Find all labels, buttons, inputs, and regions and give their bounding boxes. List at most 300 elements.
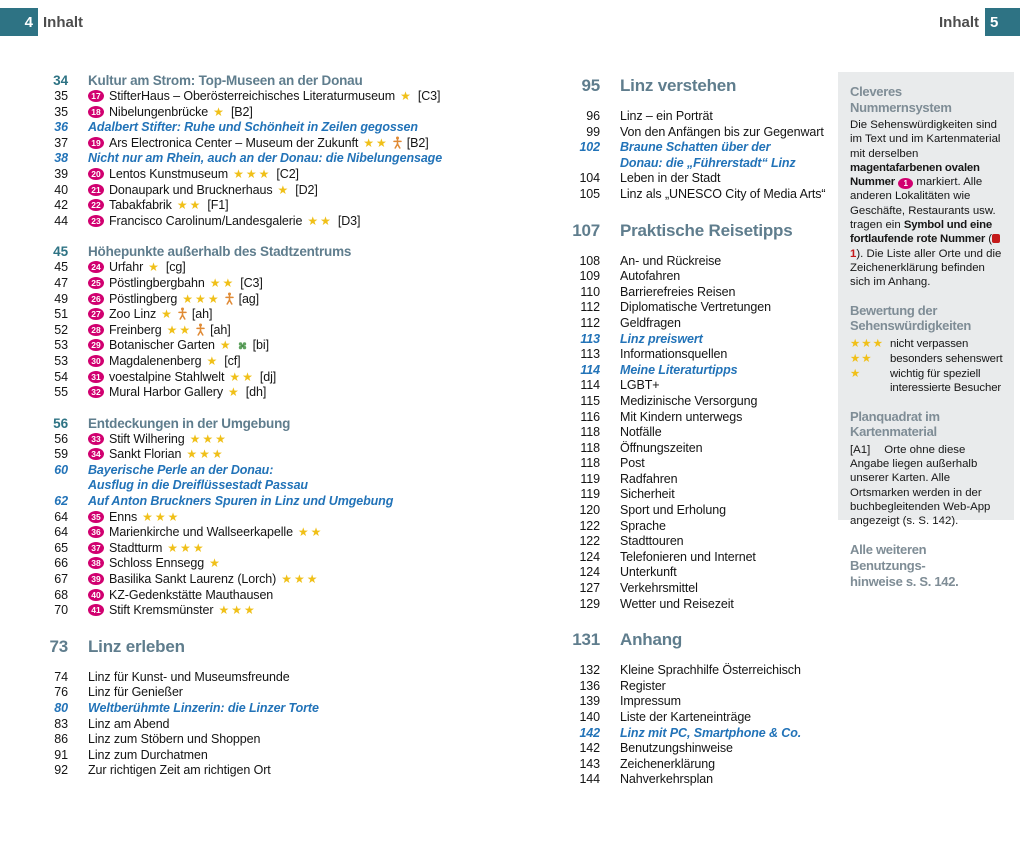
page-number: 143	[579, 756, 600, 771]
page-number: 35	[54, 104, 68, 119]
toc-entry	[32, 292, 537, 308]
entry-content	[620, 187, 825, 203]
map-grid-reference: [C3]	[417, 89, 441, 103]
toc-entry	[32, 763, 537, 779]
entry-content	[620, 285, 735, 301]
toc-entry	[556, 269, 856, 285]
entry-content	[88, 307, 212, 323]
map-grid-reference: [ah]	[210, 322, 231, 337]
page-number: 45	[54, 260, 68, 275]
entry-title: Linz als „UNESCO City of Media Arts“	[620, 186, 826, 201]
toc-entry	[556, 757, 856, 773]
toc-entry	[32, 167, 537, 183]
sight-number-marker: 17	[88, 90, 104, 102]
entry-content	[88, 447, 225, 463]
page-number: 95	[581, 76, 600, 95]
toc-entry	[32, 385, 537, 401]
map-grid-reference: [C3]	[240, 275, 263, 290]
entry-title: Pöstlingberg	[109, 291, 178, 306]
toc-entry	[556, 534, 856, 550]
entry-content	[88, 685, 183, 701]
sight-number-marker: 29	[88, 339, 104, 351]
rating-stars: ★★★	[218, 603, 257, 618]
entry-title: Adalbert Stifter: Ruhe und Schönheit in Zeilen gegossen	[88, 120, 418, 135]
entry-title: Post	[620, 456, 645, 471]
entry-title: Donau: die „Führerstadt“ Linz	[620, 155, 796, 170]
toc-entry	[32, 556, 537, 572]
page-number-text: 5	[990, 13, 999, 31]
sight-number-marker: 27	[88, 308, 104, 320]
page-number: 112	[580, 315, 600, 330]
sight-number-marker: 20	[88, 168, 104, 180]
entry-content	[88, 167, 299, 183]
page-number: 80	[54, 701, 68, 715]
info-heading-planquadrat: Planquadrat im Kartenmaterial	[850, 408, 940, 440]
header-label-left: Inhalt	[43, 13, 83, 31]
entry-content	[620, 772, 713, 788]
person-icon	[393, 136, 402, 150]
entry-content	[620, 378, 659, 394]
page-number: 65	[54, 540, 68, 555]
entry-title: Pöstlingbergbahn	[109, 275, 205, 290]
entry-title: Von den Anfängen bis zur Gegenwart	[620, 124, 824, 139]
entry-title: Diplomatische Vertretungen	[620, 300, 771, 315]
page-number: 64	[54, 509, 68, 524]
toc-entry	[556, 425, 856, 441]
page-number: 45	[53, 244, 68, 260]
page-number: 110	[580, 284, 600, 299]
entry-title: Sicherheit	[620, 487, 675, 502]
toc-entry	[32, 72, 537, 89]
toc-entry	[32, 525, 537, 541]
entry-title: Schloss Ennsegg	[109, 556, 205, 571]
entry-content	[88, 637, 185, 657]
sight-number-marker: 39	[88, 573, 104, 585]
entry-content	[88, 717, 169, 733]
header-label-right: Inhalt	[939, 13, 979, 31]
sight-number-marker: 30	[88, 355, 104, 367]
toc-entry	[556, 550, 856, 566]
sight-number-marker: 34	[88, 448, 104, 460]
toc-entry	[32, 432, 537, 448]
toc-entry	[32, 510, 537, 526]
sight-number-marker: 32	[88, 386, 104, 398]
rating-stars: ★★	[297, 525, 324, 540]
sight-number-marker: 21	[88, 184, 104, 196]
entry-content	[88, 323, 231, 339]
page-number: 67	[54, 572, 68, 587]
toc-column-1	[32, 58, 537, 779]
toc-entry	[556, 125, 856, 141]
toc-entry	[32, 243, 537, 260]
entry-content	[88, 588, 273, 604]
page-number: 144	[579, 772, 600, 787]
page-number: 118	[580, 440, 600, 455]
rating-legend-row	[850, 337, 1004, 351]
entry-content	[620, 410, 742, 426]
toc-entry	[556, 300, 856, 316]
page-number: 108	[579, 253, 600, 268]
page-number: 44	[54, 213, 68, 228]
page-number: 96	[586, 109, 600, 123]
map-grid-reference: [D2]	[295, 182, 318, 197]
entry-title: Zur richtigen Zeit am richtigen Ort	[88, 763, 271, 778]
entry-title: Francisco Carolinum/Landesgalerie	[109, 213, 303, 228]
page-number: 107	[572, 220, 600, 240]
toc-entry	[556, 187, 856, 203]
toc-entry	[556, 221, 856, 241]
entry-title: Telefonieren und Internet	[620, 549, 756, 564]
entry-title: An- und Rückreise	[620, 253, 722, 268]
rating-legend-row	[850, 352, 1004, 366]
entry-title: Linz verstehen	[620, 76, 737, 95]
entry-title: Ars Electronica Center – Museum der Zukunft	[109, 135, 359, 150]
rating-stars: ★★★	[189, 431, 228, 446]
entry-content	[620, 663, 801, 679]
footer-line: Alle weiteren Benutzungs-	[850, 541, 927, 573]
page-number: 86	[54, 732, 68, 747]
toc-entry	[32, 276, 537, 292]
entry-content	[88, 89, 440, 105]
entry-content	[88, 415, 290, 432]
entry-content	[620, 109, 713, 125]
toc-entry	[32, 447, 537, 463]
toc-entry	[32, 463, 537, 479]
numbering-text: (	[988, 233, 993, 246]
entry-content	[88, 701, 319, 717]
sight-number-marker: 36	[88, 526, 104, 538]
toc-entry	[32, 105, 537, 121]
toc-entry	[556, 378, 856, 394]
page-number: 38	[54, 151, 68, 166]
entry-title: Zoo Linz	[109, 307, 157, 322]
entry-title: Stadtturm	[109, 540, 163, 555]
numbering-paragraph	[850, 118, 1004, 290]
entry-content	[88, 763, 271, 779]
toc-entry	[32, 338, 537, 354]
entry-content	[88, 338, 269, 354]
entry-title: Ausflug in die Dreiflüssestadt Passau	[88, 478, 308, 493]
toc-entry	[556, 254, 856, 270]
map-grid-reference: [cf]	[224, 353, 241, 368]
sight-number-marker: 19	[88, 137, 104, 149]
page-number: 119	[580, 471, 600, 486]
info-footer-note	[850, 542, 1004, 590]
rating-stars: ★★	[176, 198, 203, 213]
page-number: 104	[579, 171, 600, 186]
entry-title: Linz am Abend	[88, 716, 170, 731]
toc-entry	[32, 198, 537, 214]
toc-entry	[556, 726, 856, 742]
toc-entry	[32, 670, 537, 686]
entry-content	[88, 198, 228, 214]
person-icon	[196, 323, 205, 337]
entry-title: Radfahren	[620, 471, 678, 486]
sight-number-marker: 33	[88, 433, 104, 445]
entry-content	[88, 151, 442, 167]
rating-stars: ★★	[229, 369, 255, 384]
toc-column-2	[556, 58, 856, 788]
entry-content	[620, 694, 681, 710]
entry-content	[88, 494, 393, 510]
entry-content	[88, 292, 259, 308]
toc-entry	[32, 637, 537, 657]
toc-entry	[556, 519, 856, 535]
entry-content	[620, 534, 684, 550]
entry-title: StifterHaus – Oberösterreichisches Literaturmuseum	[109, 89, 396, 103]
entry-title: Basilika Sankt Laurenz (Lorch)	[109, 572, 277, 587]
map-grid-reference: [B2]	[230, 104, 253, 119]
toc-entry	[556, 503, 856, 519]
page-number	[32, 478, 68, 494]
entry-content	[88, 748, 208, 764]
toc-entry	[32, 307, 537, 323]
entry-content	[88, 105, 253, 121]
entry-title: Benutzungshinweise	[620, 741, 733, 756]
entry-title: Anhang	[620, 630, 683, 650]
toc-entry	[32, 89, 537, 105]
planquadrat-text: Orte ohne diese Angabe liegen außerhalb unserer Karten. Alle Ortsmarken werden in der buchbegleitenden Web-App angezeigt (s. S. 142).	[850, 443, 991, 528]
sight-number-marker: 22	[88, 199, 104, 211]
toc-entry	[32, 323, 537, 339]
entry-title: Linz erleben	[88, 636, 185, 656]
entry-content	[620, 171, 720, 187]
entry-content	[620, 332, 703, 348]
entry-title: Entdeckungen in der Umgebung	[88, 415, 291, 431]
entry-content	[620, 221, 793, 241]
page-number: 112	[580, 300, 600, 315]
entry-content	[88, 670, 290, 686]
page-number: 132	[579, 663, 600, 678]
rating-label: wichtig für speziell interessierte Besucher	[890, 368, 1002, 395]
entry-content	[620, 316, 681, 332]
sight-number-marker: 26	[88, 293, 104, 305]
entry-content	[620, 456, 645, 472]
entry-title: Linz für Kunst- und Museumsfreunde	[88, 669, 290, 684]
entry-title: Linz für Genießer	[88, 685, 183, 700]
toc-entry	[32, 748, 537, 764]
numbering-bold-text: Symbol und eine fortlaufende rote Nummer	[850, 219, 992, 246]
toc-entry	[32, 260, 537, 276]
toc-entry	[556, 285, 856, 301]
page-number: 131	[572, 630, 600, 650]
entry-title: Praktische Reisetipps	[620, 220, 793, 240]
entry-content	[620, 76, 736, 96]
info-box	[838, 72, 1014, 589]
numbering-text: markiert. Alle anderen Lokalitäten wie Geschäfte, Restaurants usw. tragen ein	[850, 176, 996, 232]
page-number: 118	[580, 425, 600, 440]
entry-content	[88, 276, 263, 292]
entry-title: Mural Harbor Gallery	[109, 385, 224, 400]
sight-number-marker: 18	[88, 106, 104, 118]
entry-title: Verkehrsmittel	[620, 581, 698, 596]
entry-content	[620, 710, 751, 726]
person-icon	[225, 292, 234, 306]
red-number-text: 1	[850, 247, 857, 260]
toc-entry	[556, 156, 856, 172]
page-number: 114	[580, 378, 600, 393]
page-number: 142	[579, 725, 600, 740]
entry-content	[88, 556, 222, 572]
entry-title: Öffnungszeiten	[620, 440, 703, 455]
sight-number-marker: 35	[88, 511, 104, 523]
entry-title: Unterkunft	[620, 565, 677, 580]
page-number: 68	[54, 587, 68, 602]
rating-label: besonders sehenswert	[890, 352, 1003, 365]
page-number: 122	[579, 534, 600, 549]
toc-entry	[32, 603, 537, 619]
grid-reference-example: [A1]	[850, 443, 871, 456]
page-number: 113	[580, 331, 600, 346]
page-number-text: 4	[24, 13, 33, 31]
rating-stars: ★★	[166, 322, 193, 337]
map-grid-reference: [dj]	[259, 369, 277, 384]
entry-title: Informationsquellen	[620, 347, 728, 362]
toc-entry	[556, 456, 856, 472]
entry-title: Braune Schatten über der	[620, 140, 771, 155]
rating-stars: ★★	[363, 135, 389, 150]
page-number: 142	[579, 741, 600, 756]
sight-number-marker: 23	[88, 215, 104, 227]
entry-content	[620, 254, 721, 270]
entry-content	[88, 432, 228, 448]
rating-legend	[850, 337, 1004, 396]
entry-title: KZ-Gedenkstätte Mauthausen	[109, 587, 274, 602]
toc-entry	[556, 487, 856, 503]
entry-title: Donaupark und Brucknerhaus	[109, 182, 273, 197]
rating-stars: ★★★	[182, 291, 221, 306]
rating-stars: ★	[277, 182, 291, 197]
entry-title: Höhepunkte außerhalb des Stadtzentrums	[88, 244, 352, 260]
toc-entry	[556, 171, 856, 187]
entry-content	[88, 732, 260, 748]
entry-content	[620, 679, 666, 695]
page-number: 105	[579, 186, 600, 201]
rating-stars: ★★★	[281, 572, 320, 587]
page-number: 118	[580, 456, 600, 471]
toc-entry	[556, 630, 856, 650]
toc-entry	[32, 494, 537, 510]
entry-content	[620, 630, 682, 650]
entry-content	[88, 72, 363, 89]
toc-entry	[32, 370, 537, 386]
entry-content	[620, 394, 757, 410]
rating-stars: ★	[209, 556, 222, 571]
page-number: 92	[54, 763, 68, 778]
entry-content	[88, 603, 257, 619]
page-number: 53	[54, 338, 68, 353]
sight-number-marker: 41	[88, 604, 104, 616]
entry-title: Magdalenenberg	[109, 353, 202, 368]
rating-stars: ★	[228, 385, 241, 400]
entry-title: voestalpine Stahlwelt	[109, 369, 225, 384]
toc-entry	[556, 597, 856, 613]
rating-stars: ★★	[307, 213, 333, 228]
entry-content	[88, 370, 276, 386]
entry-content	[88, 478, 308, 494]
page-number: 35	[54, 89, 68, 103]
map-grid-reference: [dh]	[245, 385, 267, 400]
page-number: 120	[579, 503, 600, 518]
numbering-text: ). Die Liste aller Orte und die Zeichenerklärung befinden sich im Anhang.	[850, 247, 1002, 289]
footer-line: hinweise s. S. 142.	[850, 573, 959, 589]
rating-legend-row	[850, 367, 1004, 396]
toc-entry	[32, 588, 537, 604]
page-number: 119	[580, 487, 600, 502]
entry-title: Urfahr	[109, 260, 144, 275]
entry-title: Weltberühmte Linzerin: die Linzer Torte	[88, 701, 319, 715]
entry-title: Linz preiswert	[620, 331, 703, 346]
toc-entry	[556, 772, 856, 788]
rating-label: nicht verpassen	[890, 337, 969, 350]
page-number: 102	[579, 140, 600, 155]
map-grid-reference: [cg]	[165, 260, 186, 275]
toc-entry	[32, 120, 537, 136]
page-number: 76	[54, 685, 68, 700]
page-number: 74	[54, 669, 68, 684]
page-number: 66	[54, 556, 68, 571]
entry-title: Marienkirche und Wallseerkapelle	[109, 525, 293, 540]
page-number: 83	[54, 716, 68, 731]
map-grid-reference: [bi]	[252, 338, 269, 353]
entry-title: Freinberg	[109, 322, 162, 337]
page-number: 54	[54, 369, 68, 384]
page-number: 136	[579, 678, 600, 693]
entry-title: Linz mit PC, Smartphone & Co.	[620, 725, 802, 740]
header-page-number-left	[0, 8, 38, 36]
toc-entry	[556, 109, 856, 125]
entry-content	[620, 363, 737, 379]
entry-title: Sankt Florian	[109, 447, 182, 462]
page-number: 127	[579, 581, 600, 596]
entry-title: Auf Anton Bruckners Spuren in Linz und Umgebung	[88, 494, 394, 509]
numbering-text: Die Sehenswürdigkeiten sind im Text und im Kartenmaterial mit derselben	[850, 119, 1001, 160]
entry-title: Stift Kremsmünster	[109, 603, 214, 618]
toc-entry	[32, 541, 537, 557]
toc-entry	[556, 741, 856, 757]
page-number: 116	[580, 409, 600, 424]
entry-content	[88, 214, 360, 230]
toc-entry	[32, 151, 537, 167]
toc-entry	[32, 572, 537, 588]
rating-stars: ★	[206, 353, 220, 368]
entry-title: Enns	[109, 509, 138, 524]
page-number: 52	[54, 322, 68, 337]
page-number: 47	[54, 275, 68, 290]
entry-content	[620, 425, 662, 441]
page-number: 115	[580, 393, 600, 408]
entry-content	[620, 472, 677, 488]
toc-entry	[32, 415, 537, 432]
rating-stars: ★	[148, 260, 161, 275]
map-grid-reference: [C2]	[276, 166, 299, 181]
toc-entry	[32, 685, 537, 701]
entry-title: Register	[620, 678, 666, 693]
page-number: 34	[53, 73, 68, 88]
page-number: 129	[579, 596, 600, 611]
entry-title: Kleine Sprachhilfe Österreichisch	[620, 663, 801, 678]
entry-title: Notfälle	[620, 425, 662, 440]
rating-stars: ★★★	[167, 540, 206, 555]
entry-title: Liste der Karteneinträge	[620, 710, 752, 724]
toc-entry	[556, 363, 856, 379]
entry-content	[88, 243, 351, 260]
toc-entry	[556, 394, 856, 410]
entry-content	[620, 347, 727, 363]
page-number: 122	[579, 518, 600, 533]
entry-content	[620, 597, 734, 613]
page-number: 60	[54, 462, 68, 477]
